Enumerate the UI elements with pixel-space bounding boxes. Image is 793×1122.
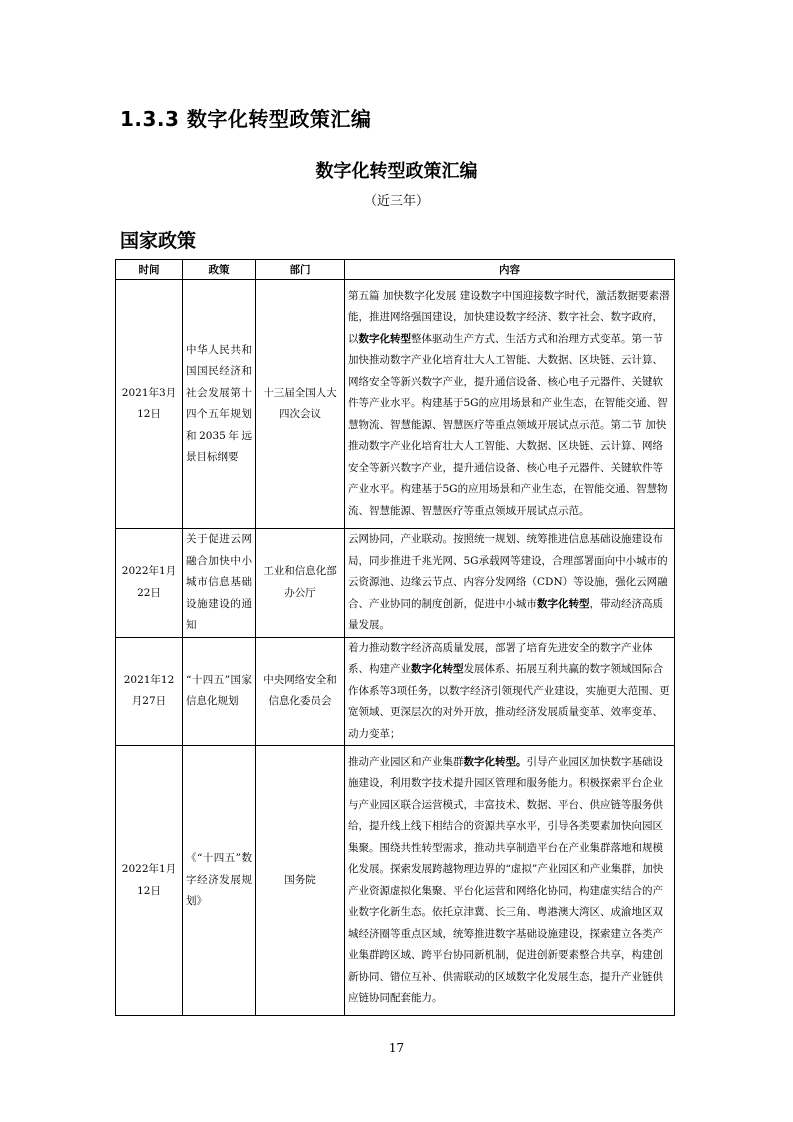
row-policy: “十四五”国家信息化规划	[183, 637, 256, 746]
row-policy: 《“十四五”数字经济发展规划》	[183, 746, 256, 1016]
content-text: 整体驱动生产方式、生活方式和治理方式变革。第一节 加快推动数字产业化培育壮大人工智能、大数据、区块链、云计算、网络安全等新兴数字产业，提升通信设备、核心电子元器件、关键软件等产业水平。构建基于5G的应用场景和产业生态，在智能交通、智慧物流、智慧能源、智慧医疗等重点领域开展试点示范。第二节 加快推动数字产业化培育壮大人工智能、大数据、区块链、云计算、网络安全等新兴数字产业，提升通信设备、核心电子元器件、关键软件等产业水平。构建基于5G的应用场景和产业生态，在智能交通、智慧物流、智慧能源、智慧医疗等重点领域开展试点示范。	[348, 332, 668, 517]
row-policy: 中华人民共和国国民经济和社会发展第十四个五年规划和2035年远景目标纲要	[183, 280, 256, 529]
row-department: 工业和信息化部办公厅	[256, 529, 345, 638]
table-row	[116, 280, 675, 529]
row-content	[345, 280, 675, 529]
highlight-keyword: 数字化转型	[358, 332, 411, 345]
row-time: 2022年1月12日	[116, 746, 183, 1016]
content-text: 推动产业园区和产业集群	[348, 755, 464, 768]
table-row	[116, 746, 675, 1016]
header-department: 部门	[256, 260, 345, 280]
row-department: 国务院	[256, 746, 345, 1016]
header-policy: 政策	[183, 260, 256, 280]
header-time: 时间	[116, 260, 183, 280]
table-row	[116, 529, 675, 638]
content-text: 引导产业园区加快数字基础设施建设，利用数字技术提升园区管理和服务能力。积极探索平台企业与产业园区联合运营模式，丰富技术、数据、平台、供应链等服务供给，提升线上线下相结合的资源共享水平，引导各类要素加快向园区集聚。围绕共性转型需求，推动共享制造平台在产业集群落地和规模化发展。探索发展跨越物理边界的“虚拟”产业园区和产业集群，加快产业资源虚拟化集聚、平台化运营和网络化协同，构建虚实结合的产业数字化新生态。依托京津冀、长三角、粤港澳大湾区、成渝地区双城经济圈等重点区域，统筹推进数字基础设施建设，探索建立各类产业集群跨区域、跨平台协同新机制，促进创新要素整合共享，构建创新协同、错位互补、供需联动的区域数字化发展生态，提升产业链供应链协同配套能力。	[348, 755, 664, 1004]
content-text: ，带动经济高质量发展。	[348, 597, 663, 631]
header-content: 内容	[345, 260, 675, 280]
row-department: 十三届全国人大四次会议	[256, 280, 345, 529]
row-content	[345, 637, 675, 746]
row-time: 2022年1月22日	[116, 529, 183, 638]
content-text: 着力推动数字经济高质量发展，部署了培育先进安全的数字产业体系、构建产业	[348, 641, 653, 675]
table-row	[116, 637, 675, 746]
highlight-keyword: 数字化转型	[411, 663, 464, 675]
highlight-keyword: 数字化转型	[537, 597, 590, 610]
row-time: 2021年12月27日	[116, 637, 183, 746]
row-time: 2021年3月12日	[116, 280, 183, 529]
content-text: 第五篇 加快数字化发展 建设数字中国迎接数字时代，激活数据要素潜能，推进网络强国建设，加快建设数字经济、数字社会、数字政府，以	[348, 289, 670, 345]
row-department: 中央网络安全和信息化委员会	[256, 637, 345, 746]
page-number: 17	[388, 1041, 405, 1055]
document-title: 数字化转型政策汇编	[315, 161, 478, 182]
content-text: 发展体系、拓展互利共赢的数字领域国际合作体系等3项任务，以数字经济引领现代产业建设，实施更大范围、更宽领域、更深层次的对外开放，推动经济发展质量变革、效率变革、动力变革；	[348, 663, 670, 740]
section-heading: 1.3.3 数字化转型政策汇编	[120, 107, 372, 131]
row-content	[345, 529, 675, 638]
table-header-row	[116, 260, 675, 280]
content-text: 云网协同，产业联动。按照统一规划、统筹推进信息基础设施建设布局，同步推进千兆光网、5G承载网等建设，合理部署面向中小城市的云资源池、边缘云节点、内容分发网络（CDN）等设施，强化云网融合、产业协同的制度创新，促进中小城市	[348, 533, 668, 610]
document-subtitle: （近三年）	[363, 194, 429, 209]
national-policy-heading: 国家政策	[120, 230, 197, 252]
row-policy: 关于促进云网融合加快中小城市信息基础设施建设的通知	[183, 529, 256, 638]
row-content	[345, 746, 675, 1016]
policy-table	[115, 259, 675, 1016]
highlight-keyword: 数字化转型。	[463, 755, 527, 768]
